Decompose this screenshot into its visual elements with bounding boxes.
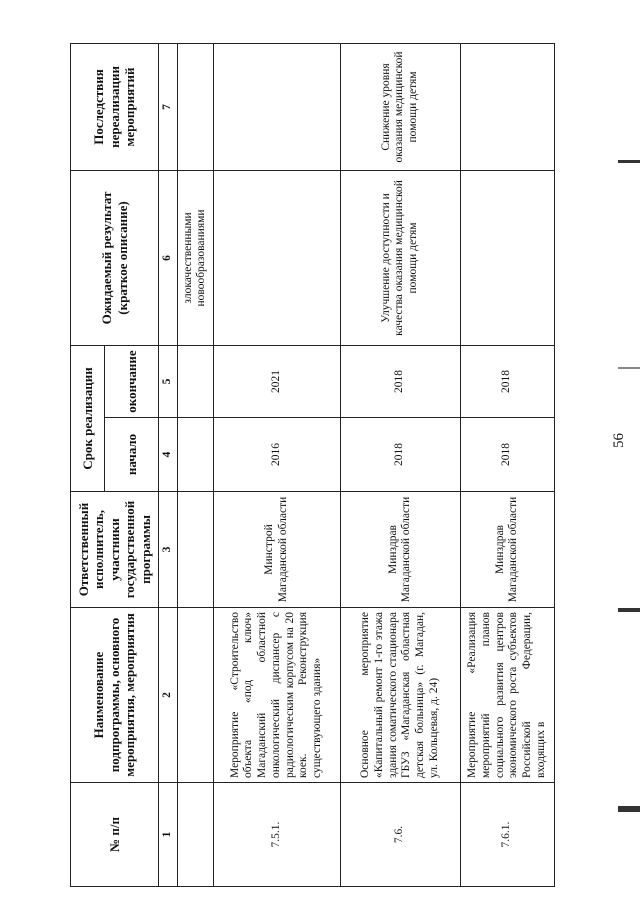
- col-number: 4: [159, 418, 178, 492]
- scan-artifact: [618, 160, 640, 163]
- row-name: [177, 608, 213, 783]
- scan-artifact: [618, 608, 640, 612]
- col-number: 1: [159, 783, 178, 887]
- row-consequences: [213, 43, 340, 170]
- scan-artifact: [618, 367, 640, 369]
- table-row: [213, 43, 340, 886]
- header-start: начало: [105, 418, 159, 492]
- row-start: 2018: [340, 418, 460, 492]
- row-consequences: [177, 43, 213, 170]
- row-start: 2018: [460, 418, 554, 492]
- row-name: Основное мероприятие «Капитальный ремонт 1-го этажа здания соматического стационара ГБУЗ «Магаданская областная детская больница» (г. Магадан, ул. Кольцевая, д. 24): [340, 608, 460, 783]
- row-result: Улучшение доступности и качества оказания медицинской помощи детям: [340, 170, 460, 345]
- header-end: окончание: [105, 345, 159, 417]
- row-responsible: [177, 492, 213, 608]
- program-measures-table: [70, 43, 555, 887]
- header-responsible: Ответственный исполнитель, участники государственной программы: [71, 492, 159, 608]
- col-number: 7: [159, 43, 178, 170]
- plan-table-rotated: [70, 44, 552, 887]
- table-row: [460, 43, 554, 886]
- header-name: Наименование подпрограммы, основного мероприятия, мероприятия: [71, 608, 159, 783]
- row-start: [177, 418, 213, 492]
- row-result: [460, 170, 554, 345]
- row-num: [177, 783, 213, 887]
- row-end: 2018: [460, 345, 554, 417]
- table-row: [340, 43, 460, 886]
- row-result: [213, 170, 340, 345]
- header-result: Ожидаемый результат (краткое описание): [71, 170, 159, 345]
- header-num: № п/п: [71, 783, 159, 887]
- col-number: 2: [159, 608, 178, 783]
- row-num: 7.5.1.: [213, 783, 340, 887]
- row-consequences: Снижение уровня оказания медицинской помощи детям: [340, 43, 460, 170]
- page-number: 56: [611, 433, 627, 448]
- row-responsible: Минздрав Магаданской области: [460, 492, 554, 608]
- col-number: 3: [159, 492, 178, 608]
- row-responsible: Минздрав Магаданской области: [340, 492, 460, 608]
- row-responsible: Минстрой Магаданской области: [213, 492, 340, 608]
- row-consequences: [460, 43, 554, 170]
- header-consequences: Последствия нереализации мероприятий: [71, 43, 159, 170]
- row-name: Мероприятие «Реализация мероприятий планов социального развития центров экономического роста субъектов Российской Федерации, входящих в: [460, 608, 554, 783]
- row-start: 2016: [213, 418, 340, 492]
- row-end: 2018: [340, 345, 460, 417]
- row-name: Мероприятие «Строительство объекта «под ключ» Магаданский областной онкологический диспансер с радиологическим корпусом на 20 коек. Реконструкция существующего здания»: [213, 608, 340, 783]
- scan-artifact: [618, 806, 640, 812]
- row-result: злокачественными новообразованиями: [177, 170, 213, 345]
- col-number: 5: [159, 345, 178, 417]
- header-term: Срок реализации: [71, 345, 105, 491]
- row-num: 7.6.1.: [460, 783, 554, 887]
- row-num: 7.6.: [340, 783, 460, 887]
- row-end: [177, 345, 213, 417]
- col-number: 6: [159, 170, 178, 345]
- row-end: 2021: [213, 345, 340, 417]
- table-row: [177, 43, 213, 886]
